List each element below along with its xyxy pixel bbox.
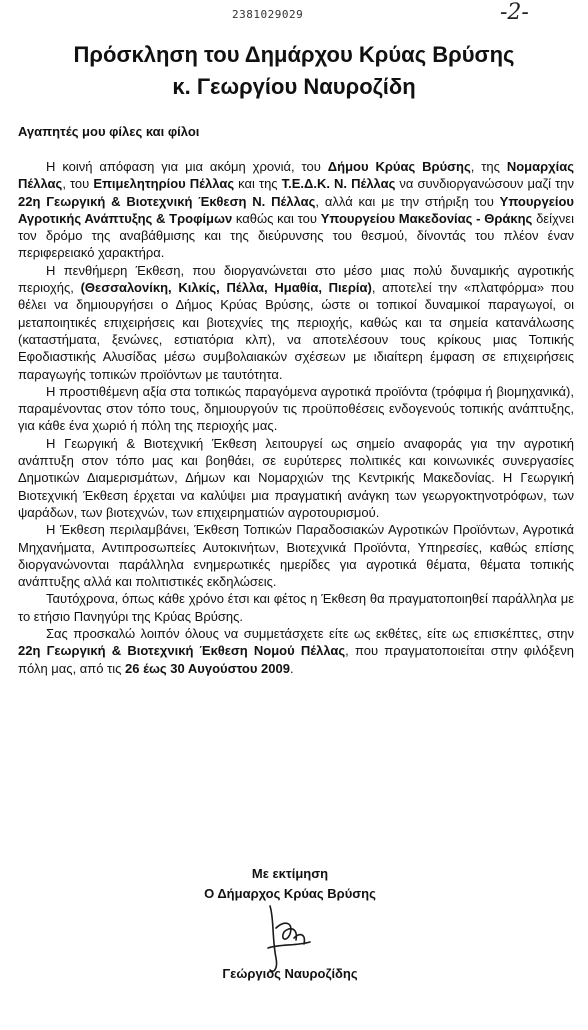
text-run: δείχνει τον δρόμο της αναβάθμισης και της διεύρυνσης του θεσμού, δίνοντάς του πλέον έναν περιφερειακό χαρακτήρα. — [18, 210, 574, 261]
bold-run: Υπουργείου Μακεδονίας - Θράκης — [320, 210, 533, 226]
text-run: . — [289, 660, 294, 676]
paragraph-1 — [18, 158, 574, 262]
greeting: Αγαπητές μου φίλες και φίλοι — [18, 124, 200, 139]
paragraph-2 — [18, 262, 574, 383]
bold-run: 26 έως 30 Αυγούστου 2009 — [125, 660, 290, 676]
title-line-2: κ. Γεωργίου Ναυροζίδη — [172, 74, 416, 99]
bold-run: Τ.Ε.Δ.Κ. Ν. Πέλλας — [281, 176, 396, 192]
text-run: και της — [234, 176, 282, 192]
letter-body — [18, 158, 574, 677]
text-run: Σας προσκαλώ λοιπόν όλους να συμμετάσχετε είτε ως εκθέτες, είτε ως επισκέπτες, στην — [46, 626, 574, 642]
closing-regards: Με εκτίμηση — [251, 866, 329, 881]
paragraph-4: Η Γεωργική & Βιοτεχνική Έκθεση λειτουργεί ως σημείο αναφοράς για την αγροτική ανάπτυξη στον τόπο μας και βοηθάει, σε ευρύτερες πολιτικές και κοινωνικές συνεργασίες Δημοτικών Διαμερισμάτων, Δήμων και Νομαρχιών της Κεντρικής Μακεδονίας. Η Γεωργική Βιοτεχνική Έκθεση έρχεται να καλύψει μια πραγματική ανάγκη των γεωργοκτηνοτρόφων, των ψαράδων, των βιοτεχνών, των επιχειρηματιών αγροτουρισμού. — [18, 435, 574, 520]
paragraph-5: Η Έκθεση περιλαμβάνει, Έκθεση Τοπικών Παραδοσιακών Αγροτικών Προϊόντων, Αγροτικά Μηχανήματα, Αντιπροσωπείες Αυτοκινήτων, Βιοτεχνικά Προϊόντα, Υπηρεσίες, καθώς επίσης διοργανώνονται παράλληλα ενημερωτικές ημερίδες για αγροτικά θέματα, θέματα τοπικής ανάπτυξης αλλά και πολιτιστικές εκδηλώσεις. — [18, 522, 574, 590]
text-run: Η πενθήμερη Έκθεση, που διοργανώνεται στο μέσο μιας πολύ δυναμικής αγροτικής περιοχής, — [18, 262, 574, 296]
bold-run: Νομαρχίας Πέλλας — [18, 159, 575, 192]
paragraph-3: Η προστιθέμενη αξία στα τοπικώς παραγόμενα αγροτικά προϊόντα (τρόφιμα ή βιομηχανικά), παραμένοντας στον τόπο τους, δημιουργούν τις προϋποθέσεις ενδογενούς τοπικής ανάπτυξης, για κάθε ένα χωριό ή πόλη της περιοχής μας. — [18, 383, 574, 434]
text-run: , του — [62, 176, 94, 192]
text-run: , αποτελεί την «πλατφόρμα» που θέλει να δημιουργήσει ο Δήμος Κρύας Βρύσης, ώστε οι τοπικοί δυναμικοί παραγωγοί, οι μεταποιητικές επιχειρήσεις και βιοτεχνίες της περιοχής, καθώς και τα σημεία κατανάλωσης (καταστήματα, ξενώνες, εστιατόρια κλπ), να αποτελέσουν τους κρίκους μιας Τοπικής Εφοδιαστικής Αλυσίδας μέσω συμβολαιακών σχέσεων με ιδιαίτερη έμφαση σε επιχειρήσεις παραγωγής τοπικών προϊόντων με ταυτότητα. — [18, 280, 574, 382]
text-run: Η κοινή απόφαση για μια ακόμη χρονιά, του — [46, 159, 328, 174]
text-run: καθώς και του — [232, 210, 321, 226]
closing-name: Γεώργιος Ναυροζίδης — [222, 966, 358, 981]
closing-role: Ο Δήμαρχος Κρύας Βρύσης — [204, 886, 376, 901]
text-run: , αλλά και με την στήριξη του — [315, 193, 500, 209]
bold-run: Δήμου Κρύας Βρύσης — [327, 159, 471, 174]
text-run: , που πραγματοποιείται στην φιλόξενη πόλη μας, από τις — [18, 643, 574, 676]
title-line-1: Πρόσκληση του Δημάρχου Κρύας Βρύσης — [73, 42, 515, 67]
text-run: , της — [470, 159, 507, 174]
paragraph-7 — [18, 625, 574, 677]
text-run: να συνδιοργανώσουν μαζί την — [395, 176, 574, 192]
bold-run: 22η Γεωργική & Βιοτεχνική Έκθεση Νομού Πέλλας — [18, 643, 346, 659]
page-number-mark: -2- — [500, 0, 529, 25]
paragraph-6: Ταυτόχρονα, όπως κάθε χρόνο έτσι και φέτος η Έκθεση θα πραγματοποιηθεί παράλληλα με το ετήσιο Πανηγύρι της Κρύας Βρύσης. — [18, 591, 574, 624]
bold-run: Επιμελητηρίου Πέλλας — [93, 176, 235, 192]
bold-run: (Θεσσαλονίκη, Κιλκίς, Πέλλα, Ημαθία, Πιερία) — [80, 280, 372, 296]
bold-run: 22η Γεωργική & Βιοτεχνική Έκθεση Ν. Πέλλας — [18, 193, 316, 209]
bold-run: Υπουργείου Αγροτικής Ανάπτυξης & Τροφίμων — [18, 193, 574, 226]
document-number: 2381029029 — [232, 8, 304, 21]
